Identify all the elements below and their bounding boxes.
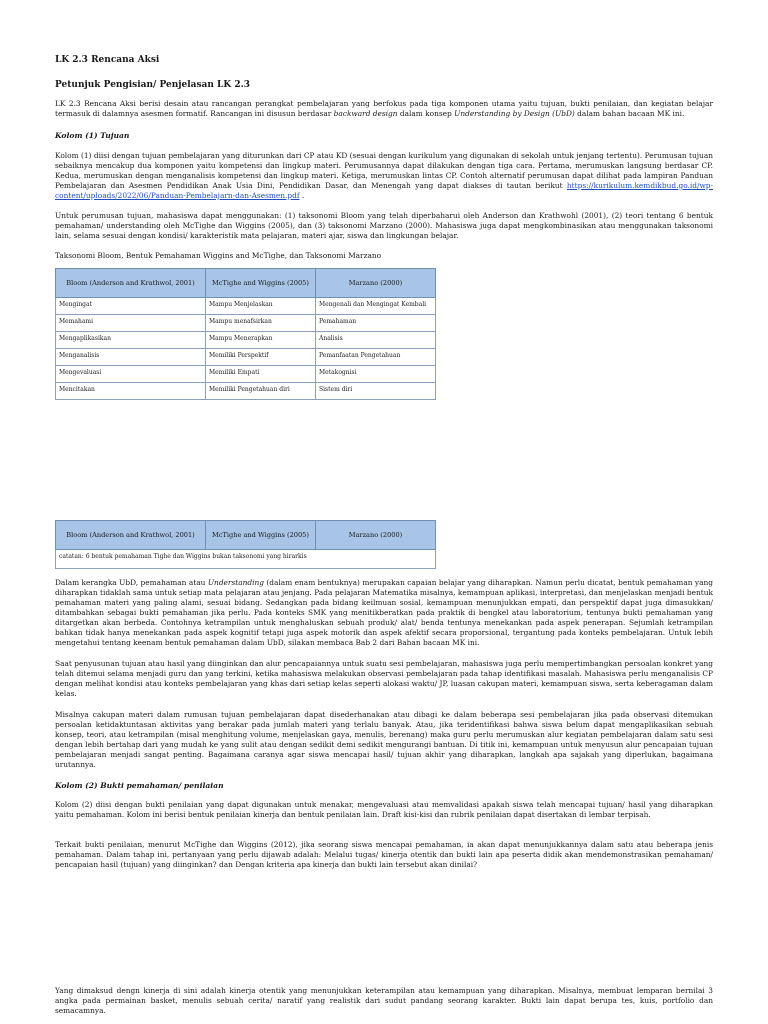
kolom1-paragraph-2: Untuk perumusan tujuan, mahasiswa dapat menggunakan: (1) taksonomi Bloom yang telah diperbaharui oleh Anderson dan Krathwohl (2001), (2) teori tentang 6 bentuk pemahaman/ understanding oleh McTighe dan Wiggins (2005), dan (3) taksonomi Marzano (2000). Mahasiswa juga dapat mengkombinasikan atau menggunakan taksonomi lain, selama sesuai dengan kondisi/ karakteristik mata pelajaran, materi ajar, siswa dan lingkungan belajar. <box>55 211 713 240</box>
taxonomy-table <box>55 268 436 400</box>
ubd-emphasis: Understanding <box>207 578 264 587</box>
table-header-cell: McTighe and Wiggins (2005) <box>206 521 316 550</box>
kolom1-heading: Kolom (1) Tujuan <box>55 131 130 140</box>
table-row <box>56 349 436 366</box>
table-cell: Memiliki Pengetahuan diri <box>206 383 316 400</box>
table-header-cell: Bloom (Anderson and Krathwol, 2001) <box>56 521 206 550</box>
table-note-cell: catatan: 6 bentuk pemahaman Tighe dan Wiggins bukan taksonomi yang hirarkis <box>56 550 436 569</box>
table-row <box>56 298 436 315</box>
intro-text-3: dalam bahan bacaan MK ini. <box>574 109 685 118</box>
table-header-row <box>56 269 436 298</box>
ubd-paragraph <box>55 578 713 648</box>
table-header-row <box>56 521 436 550</box>
table-cell: Metakognisi <box>316 366 436 383</box>
kolom2-paragraph-1: Kolom (2) diisi dengan bukti penilaian yang dapat digunakan untuk menakar, mengevaluasi atau memvalidasi apakah siswa telah mencapai tujuan/ hasil yang diharapkan yaitu pemahaman. Kolom ini berisi bentuk penilaian kinerja dan bentuk penilaian lain. Draft kisi-kisi dan rubrik penilaian dapat disertakan di lembar terpisah. <box>55 800 713 819</box>
intro-text-1: LK 2.3 Rencana Aksi berisi desain atau rancangan perangkat pembelajaran yang berfokus pada tiga komponen utama yaitu tujuan, bukti penilaian, dan kegiatan belajar termasuk di dalamnya asesmen formatif. Rancangan ini disusun berdasar <box>55 99 713 118</box>
table-cell: Memiliki Empati <box>206 366 316 383</box>
table-header-cell: McTighe and Wiggins (2005) <box>206 269 316 298</box>
table-row <box>56 366 436 383</box>
document-title: LK 2.3 Rencana Aksi <box>55 55 160 65</box>
table-header-cell: Marzano (2000) <box>316 269 436 298</box>
sesi-paragraph: Saat penyusunan tujuan atau hasil yang diinginkan dan alur pencapaiannya untuk suatu sesi pembelajaran, mahasiswa juga perlu mempertimbangkan persoalan konkret yang telah ditemui selama menjadi guru dan yang terkini, ketika mahasiswa melakukan observasi pembelajaran pada tahap identifikasi masalah. Mahasiswa perlu menganalisis CP dengan melihat kondisi atau konteks pembelajaran yang khas dari setiap kelas seperti alokasi waktu/ JP, luasan cakupan materi, kemampuan siswa, serta keberagaman dalam kelas. <box>55 659 713 698</box>
intro-text-2: dalam konsep <box>397 109 455 118</box>
taxonomy-note-table <box>55 520 436 569</box>
table-cell: Mengenali dan Mengingat Kembali <box>316 298 436 315</box>
table-cell: Memahami <box>56 315 206 332</box>
table-cell: Pemanfaatan Pengetahuan <box>316 349 436 366</box>
table-cell: Mampu Menerapkan <box>206 332 316 349</box>
kolom1-text: Kolom (1) diisi dengan tujuan pembelajaran yang diturunkan dari CP atau KD (sesuai dengan kurikulum yang digunakan di sekolah untuk jenjang tertentu). Perumusan tujuan sebaiknya mencakup dua komponen yaitu kompetensi dan lingkup materi. Perumusannya dapat dilakukan dengan tiga cara. Pertama, merumuskan langsung berdasar CP. Kedua, merumuskan dengan menganalisis kompetensi dan lingkup materi. Ketiga, merumuskan lintas CP. Contoh alternatif perumusan dapat dilihat pada lampiran Panduan Pembelajaran dan Asesmen Pendidikan Anak Usia Dini, Pendidikan Dasar, dan Menengah yang dapat diakses di tautan berikut <box>55 151 713 190</box>
kolom2-paragraph-2: Terkait bukti penilaian, menurut McTighe dan Wiggins (2012), jika seorang siswa mencapai pemahaman, ia akan dapat menunjukkannya dalam satu atau beberapa jenis pemahaman. Dalam tahap ini, pertanyaan yang perlu dijawab adalah: Melalui tugas/ kinerja otentik dan bukti lain apa peserta didik akan mendemonstrasikan pemahaman/ pencapaian hasil (tujuan) yang diinginkan? dan Dengan kriteria apa kinerja dan bukti lain tersebut akan dinilai? <box>55 840 713 869</box>
panduan-link[interactable]: https://kurikulum.kemdikbud.go.id/wp-content/uploads/2022/06/Panduan-Pembelajarn-dan-Asesmen.pdf <box>55 181 713 200</box>
table-cell: Mencitakan <box>56 383 206 400</box>
table-row <box>56 332 436 349</box>
table-cell: Mengaplikasikan <box>56 332 206 349</box>
table-cell: Memiliki Perspektif <box>206 349 316 366</box>
instructions-heading: Petunjuk Pengisian/ Penjelasan LK 2.3 <box>55 80 250 90</box>
table-row <box>56 383 436 400</box>
intro-emphasis-1: backward design <box>333 109 398 118</box>
kolom1-paragraph-1 <box>55 151 713 201</box>
table-row <box>56 550 436 569</box>
bottom-paragraph: Yang dimaksud dengn kinerja di sini adalah kinerja otentik yang menunjukkan keterampilan atau kemampuan yang diharapkan. Misalnya, membuat lemparan bernilai 3 angka pada permainan basket, menulis sebuah cerita/ naratif yang realistik dari sudut pandang seorang karakter. Bukti lain dapat berupa tes, kuis, portfolio dan semacamnya. <box>55 986 713 1015</box>
table-cell: Mampu Menjelaskan <box>206 298 316 315</box>
ubd-text-1: Dalam kerangka UbD, pemahaman atau <box>55 578 208 587</box>
table-cell: Mampu menafsirkan <box>206 315 316 332</box>
table-caption: Taksonomi Bloom, Bentuk Pemahaman Wiggins and McTighe, dan Taksonomi Marzano <box>55 251 382 260</box>
intro-paragraph <box>55 99 713 119</box>
kolom2-heading: Kolom (2) Bukti pemahaman/ penilaian <box>55 781 224 790</box>
table-header-cell: Bloom (Anderson and Krathwol, 2001) <box>56 269 206 298</box>
table-cell: Mengingat <box>56 298 206 315</box>
table-cell: Mengevaluasi <box>56 366 206 383</box>
cakupan-paragraph: Misalnya cakupan materi dalam rumusan tujuan pembelajaran dapat disederhanakan atau dibagi ke dalam beberapa sesi pembelajaran jika pada observasi ditemukan persoalan ketidaktuntasan aktivitas yang berakar pada jumlah materi yang terlalu banyak. Atau, jika teridentifikasi bahwa siswa belum dapat mengaplikasikan sebuah konsep, teori, atau ketrampilan (misal menghitung volume, menjelaskan gaya, menulis, berenang) maka guru perlu merumuskan alur kegiatan pembelajaran dalam satu sesi dengan lebih bertahap dari yang mudah ke yang sulit atau dengan sedikit demi sedikit mengurangi bantuan. Di titik ini, kemampuan untuk menyusun alur pencapaian tujuan pembelajaran menjadi sangat penting. Bagaimana caranya agar siswa mencapai hasil/ tujuan akhir yang diharapkan, langkah apa sajakah yang diperlukan, bagaimana urutannya. <box>55 710 713 769</box>
table-cell: Analisis <box>316 332 436 349</box>
intro-emphasis-2: Understanding by Design (UbD) <box>454 109 575 118</box>
table-header-cell: Marzano (2000) <box>316 521 436 550</box>
ubd-text-2: (dalam enam bentuknya) merupakan capaian belajar yang diharapkan. Namun perlu dicatat, bentuk pemahaman yang diharapkan tidaklah sama untuk setiap mata pelajaran atau jenjang. Pada pelajaran Matematika misalnya, kemampuan aplikasi, interpretasi, dan menjelaskan menjadi bentuk pemahaman materi yang paling alami, sesuai bidang. Sedangkan pada bidang keilmuan sosial, kemampuan menunjukkan empati, dan perspektif dapat juga dimasukkan/ ditambahkan sebagai bukti pemahaman jika perlu. Pada konteks SMK yang menitikberatkan pada praktik di bengkel atau laboratorium, tentunya bukti pemahaman yang ditargetkan akan berbeda. Contohnya ketrampilan untuk menghaluskan sebuah produk/ alat/ benda tentunya menekankan pada aspek penerapan. Sejumlah ketrampilan bahkan tidak hanya menekankan pada aspek kognitif tetapi juga aspek motorik dan aspek afektif secara proporsional, tergantung pada konteks pembelajaran. Untuk lebih mengetahui tentang keenam bentuk pemahaman dalam UbD, silakan membaca Bab 2 dari Bahan bacaan MK ini. <box>55 578 713 647</box>
table-row <box>56 315 436 332</box>
kolom1-text-after: . <box>299 191 305 200</box>
table-cell: Sistem diri <box>316 383 436 400</box>
table-cell: Menganalisis <box>56 349 206 366</box>
table-cell: Pemahaman <box>316 315 436 332</box>
